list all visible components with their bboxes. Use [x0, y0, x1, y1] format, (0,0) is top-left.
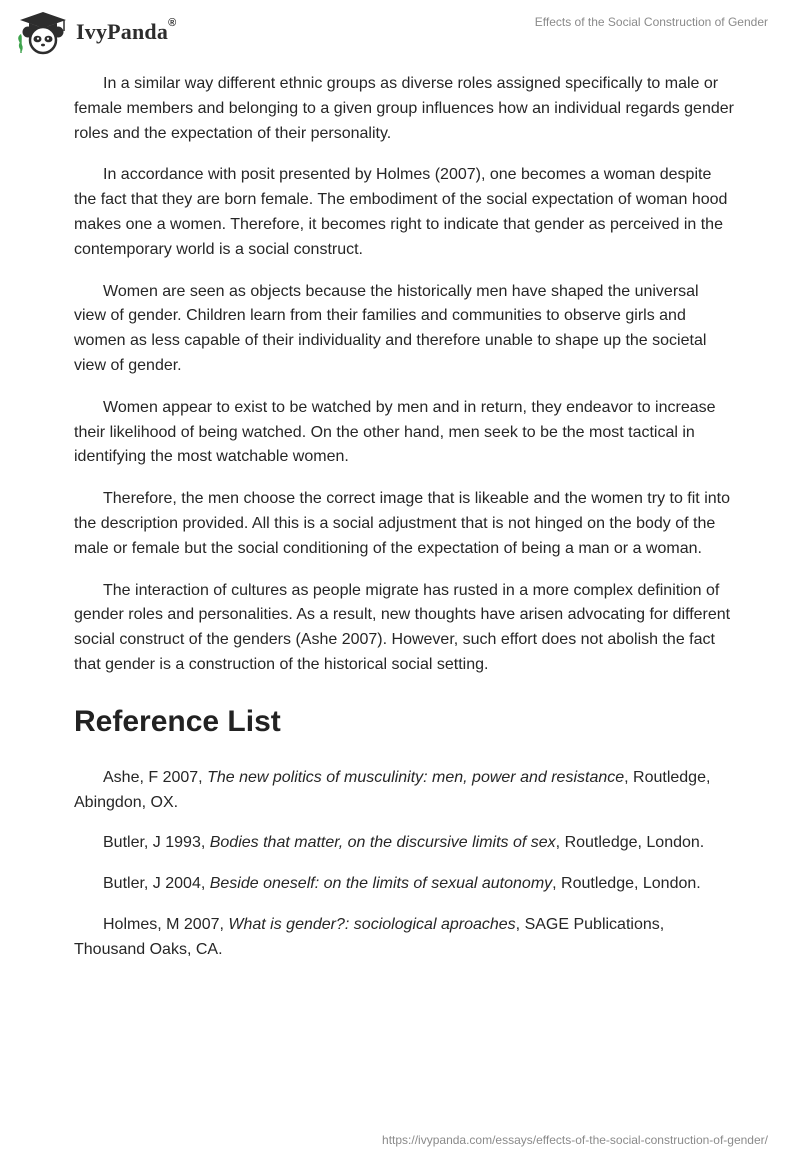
body-paragraph: Women appear to exist to be watched by men and in return, they endeavor to increase their likelihood of being watched. On the other hand, men seek to be the most tactical in identifying the most watchable women. [74, 398, 716, 466]
panda-graduate-icon [14, 9, 72, 55]
source-url[interactable]: https://ivypanda.com/essays/effects-of-the-social-construction-of-gender/ [382, 1133, 768, 1147]
body-paragraph: The interaction of cultures as people migrate has rusted in a more complex definition of gender roles and personalities. As a result, new thoughts have arisen advocating for different social construct of the genders (Ashe 2007). However, such effort does not abolish the fact that gender is a construction of the historical social setting. [74, 581, 731, 673]
body-paragraph: In a similar way different ethnic groups as diverse roles assigned specifically to male or female members and belonging to a given group influences how an individual regards gender roles and the expectation of their personality. [74, 75, 734, 142]
reference-item [74, 831, 734, 856]
reference-author-year: Holmes, M 2007, [103, 915, 229, 933]
body-paragraph: Women are seen as objects because the historically men have shaped the universal view of gender. Children learn from their families and communities to observe girls and women as less capable of their individuality and therefore unable to shape up the societal view of gender. [74, 282, 707, 374]
reference-item [74, 872, 734, 897]
registered-mark: ® [168, 17, 177, 29]
reference-publisher: , SAGE Publications, Thousand Oaks, CA. [74, 915, 665, 958]
reference-author-year: Ashe, F 2007, [103, 768, 208, 786]
document-title: Effects of the Social Construction of Gender [534, 15, 768, 29]
reference-publisher: , Routledge, London. [555, 834, 705, 852]
page-header [0, 0, 800, 64]
brand-wordmark: IvyPanda [76, 19, 169, 44]
reference-title: Beside oneself: on the limits of sexual autonomy [209, 875, 553, 893]
reference-item [74, 766, 734, 816]
reference-title: Bodies that matter, on the discursive limits of sex [209, 834, 556, 852]
reference-author-year: Butler, J 2004, [103, 875, 210, 893]
brand-name [76, 19, 176, 45]
body-paragraph: In accordance with posit presented by Holmes (2007), one becomes a woman despite the fact that they are born female. The embodiment of the social expectation of woman hood makes one a women. Therefore, it becomes right to indicate that gender as perceived in the contemporary world is a social construct. [74, 166, 728, 258]
reference-author-year: Butler, J 1993, [103, 834, 210, 852]
body-paragraph: Therefore, the men choose the correct image that is likeable and the women try to fit into the description provided. All this is a social adjustment that is not hinged on the body of the male or female but the social conditioning of the expectation of being a man or a woman. [74, 490, 730, 557]
ivypanda-logo[interactable] [14, 8, 176, 56]
reference-title: The new politics of musculinity: men, power and resistance [207, 768, 625, 786]
reference-list-heading: Reference List [74, 704, 281, 738]
reference-publisher: , Routledge, Abingdon, OX. [74, 768, 711, 811]
essay-content [74, 72, 734, 979]
reference-item [74, 913, 734, 963]
reference-publisher: , Routledge, London. [552, 875, 701, 893]
reference-title: What is gender?: sociological aproaches [228, 915, 516, 933]
